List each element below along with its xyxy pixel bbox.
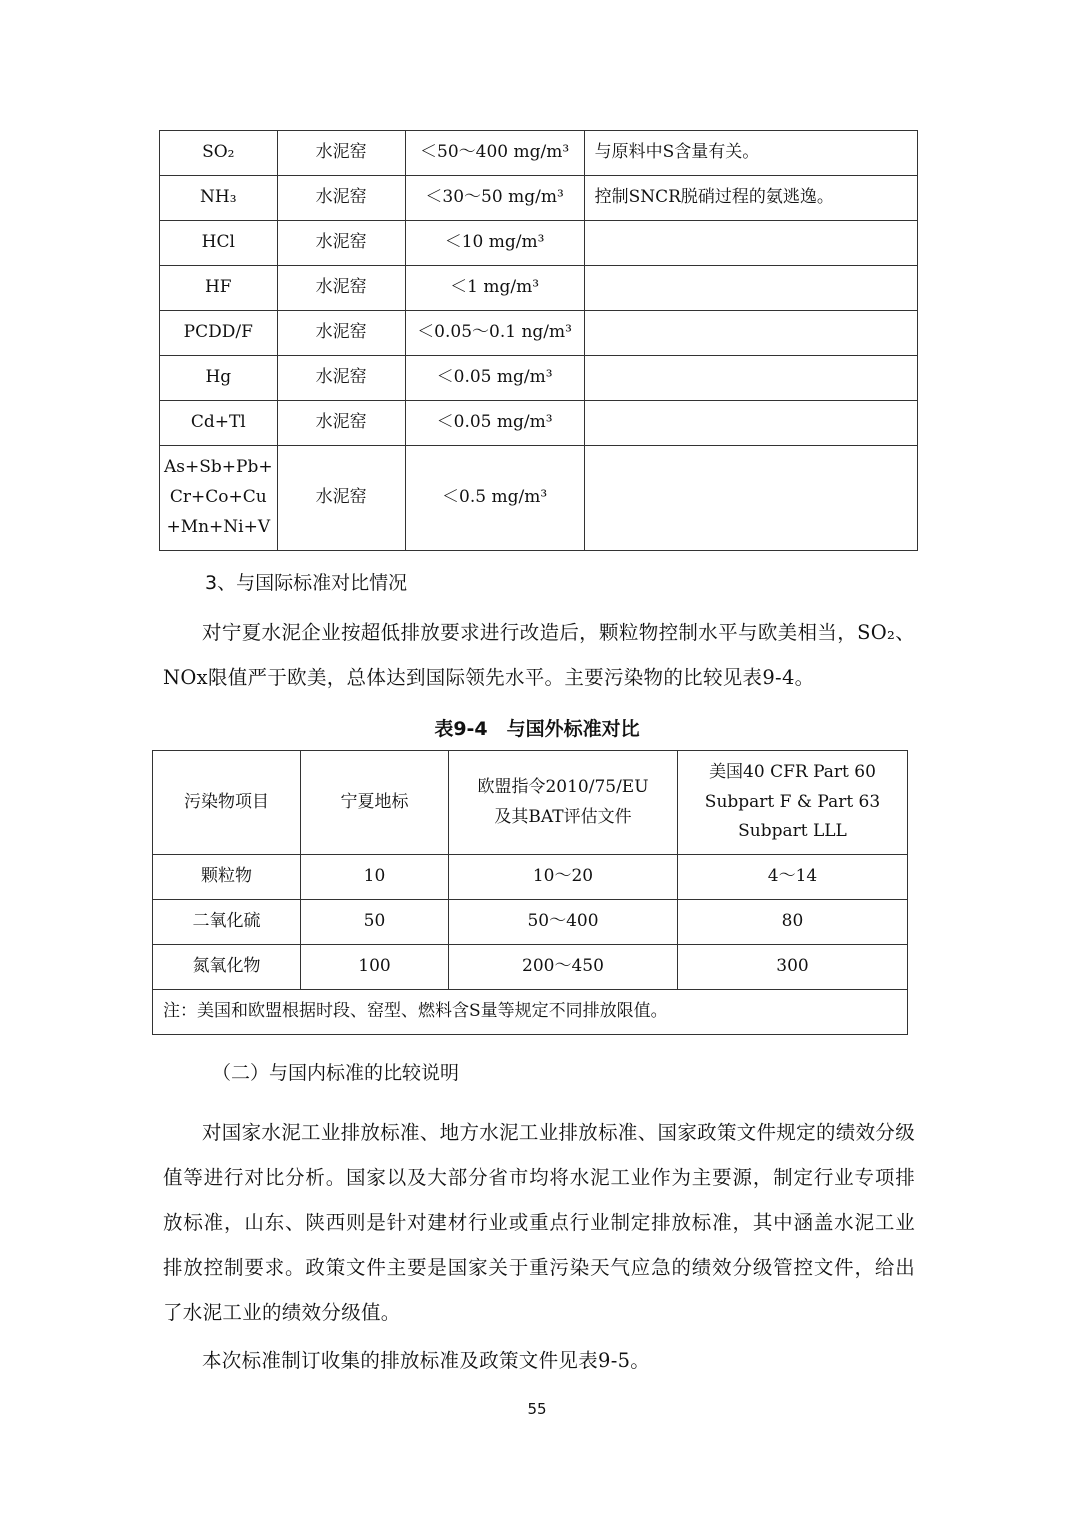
source-cell: 水泥窑 [277, 131, 405, 176]
pollutant-cell: HCl [160, 221, 278, 266]
ningxia-cell: 100 [301, 945, 449, 990]
table-row [160, 176, 918, 221]
eu-cell: 10～20 [449, 855, 678, 900]
pollutant-cell: Cd+Tl [160, 401, 278, 446]
pollutant-line: +Mn+Ni+V [166, 516, 271, 537]
table-row [160, 356, 918, 401]
header-line: 及其BAT评估文件 [494, 806, 632, 827]
table-row [160, 311, 918, 356]
pollutant-line: Cr+Co+Cu [169, 487, 267, 508]
table-row [160, 221, 918, 266]
item-cell: 氮氧化物 [153, 945, 301, 990]
limit-cell: ＜30～50 mg/m³ [405, 176, 584, 221]
us-cell: 300 [678, 945, 908, 990]
note-cell: 与原料中S含量有关。 [584, 131, 917, 176]
paragraph: 对宁夏水泥企业按超低排放要求进行改造后，颗粒物控制水平与欧美相当，SO₂、NOx限值严于欧美，总体达到国际领先水平。主要污染物的比较见表9-4。 [163, 621, 915, 689]
pollutant-cell: HF [160, 266, 278, 311]
limit-cell: ＜0.05 mg/m³ [405, 401, 584, 446]
source-cell: 水泥窑 [277, 446, 405, 551]
note-cell [584, 266, 917, 311]
column-header: 污染物项目 [153, 751, 301, 855]
emission-limits-table [159, 130, 918, 551]
page-number: 55 [527, 1400, 547, 1418]
limit-cell: ＜50～400 mg/m³ [405, 131, 584, 176]
source-cell: 水泥窑 [277, 266, 405, 311]
ningxia-cell: 10 [301, 855, 449, 900]
source-cell: 水泥窑 [277, 356, 405, 401]
item-cell: 颗粒物 [153, 855, 301, 900]
note-cell [584, 221, 917, 266]
section-heading: （二）与国内标准的比较说明 [212, 1062, 460, 1084]
note-cell: 控制SNCR脱硝过程的氨逃逸。 [584, 176, 917, 221]
table-note: 注：美国和欧盟根据时段、窑型、燃料含S量等规定不同排放限值。 [153, 990, 908, 1035]
pollutant-cell: NH₃ [160, 176, 278, 221]
table-row [153, 855, 908, 900]
table-caption: 表9-4 与国外标准对比 [434, 718, 640, 740]
note-cell [584, 401, 917, 446]
source-cell: 水泥窑 [277, 176, 405, 221]
pollutant-cell: PCDD/F [160, 311, 278, 356]
source-cell: 水泥窑 [277, 311, 405, 356]
note-cell [584, 446, 917, 551]
ningxia-cell: 50 [301, 900, 449, 945]
item-cell: 二氧化硫 [153, 900, 301, 945]
limit-cell: ＜0.05～0.1 ng/m³ [405, 311, 584, 356]
table-row [160, 446, 918, 551]
note-cell [584, 356, 917, 401]
pollutant-cell [160, 446, 278, 551]
table-row [153, 900, 908, 945]
header-line: Subpart F & Part 63 [704, 791, 881, 812]
table-row [160, 401, 918, 446]
source-cell: 水泥窑 [277, 401, 405, 446]
table-row [153, 945, 908, 990]
limit-cell: ＜1 mg/m³ [405, 266, 584, 311]
table-note-row [153, 990, 908, 1035]
header-line: 欧盟指令2010/75/EU [477, 776, 649, 797]
table-row [160, 266, 918, 311]
header-line: Subpart LLL [738, 821, 847, 842]
header-line: 美国40 CFR Part 60 [709, 761, 876, 782]
column-header: 宁夏地标 [301, 751, 449, 855]
source-cell: 水泥窑 [277, 221, 405, 266]
table-header-row [153, 751, 908, 855]
note-cell [584, 311, 917, 356]
limit-cell: ＜0.05 mg/m³ [405, 356, 584, 401]
limit-cell: ＜10 mg/m³ [405, 221, 584, 266]
section-heading: 3、与国际标准对比情况 [205, 572, 408, 594]
column-header [678, 751, 908, 855]
eu-cell: 50～400 [449, 900, 678, 945]
standards-comparison-table [152, 750, 908, 1035]
table-row [160, 131, 918, 176]
us-cell: 4～14 [678, 855, 908, 900]
eu-cell: 200～450 [449, 945, 678, 990]
column-header [449, 751, 678, 855]
paragraph: 本次标准制订收集的排放标准及政策文件见表9-5。 [202, 1349, 651, 1372]
paragraph: 对国家水泥工业排放标准、地方水泥工业排放标准、国家政策文件规定的绩效分级值等进行对比分析。国家以及大部分省市均将水泥工业作为主要源，制定行业专项排放标准，山东、陕西则是针对建材行业或重点行业制定排放标准，其中涵盖水泥工业排放控制要求。政策文件主要是国家关于重污染天气应急的绩效分级管控文件，给出了水泥工业的绩效分级值。 [163, 1121, 915, 1324]
limit-cell: ＜0.5 mg/m³ [405, 446, 584, 551]
pollutant-cell: SO₂ [160, 131, 278, 176]
pollutant-cell: Hg [160, 356, 278, 401]
us-cell: 80 [678, 900, 908, 945]
pollutant-line: As+Sb+Pb+ [164, 457, 273, 478]
